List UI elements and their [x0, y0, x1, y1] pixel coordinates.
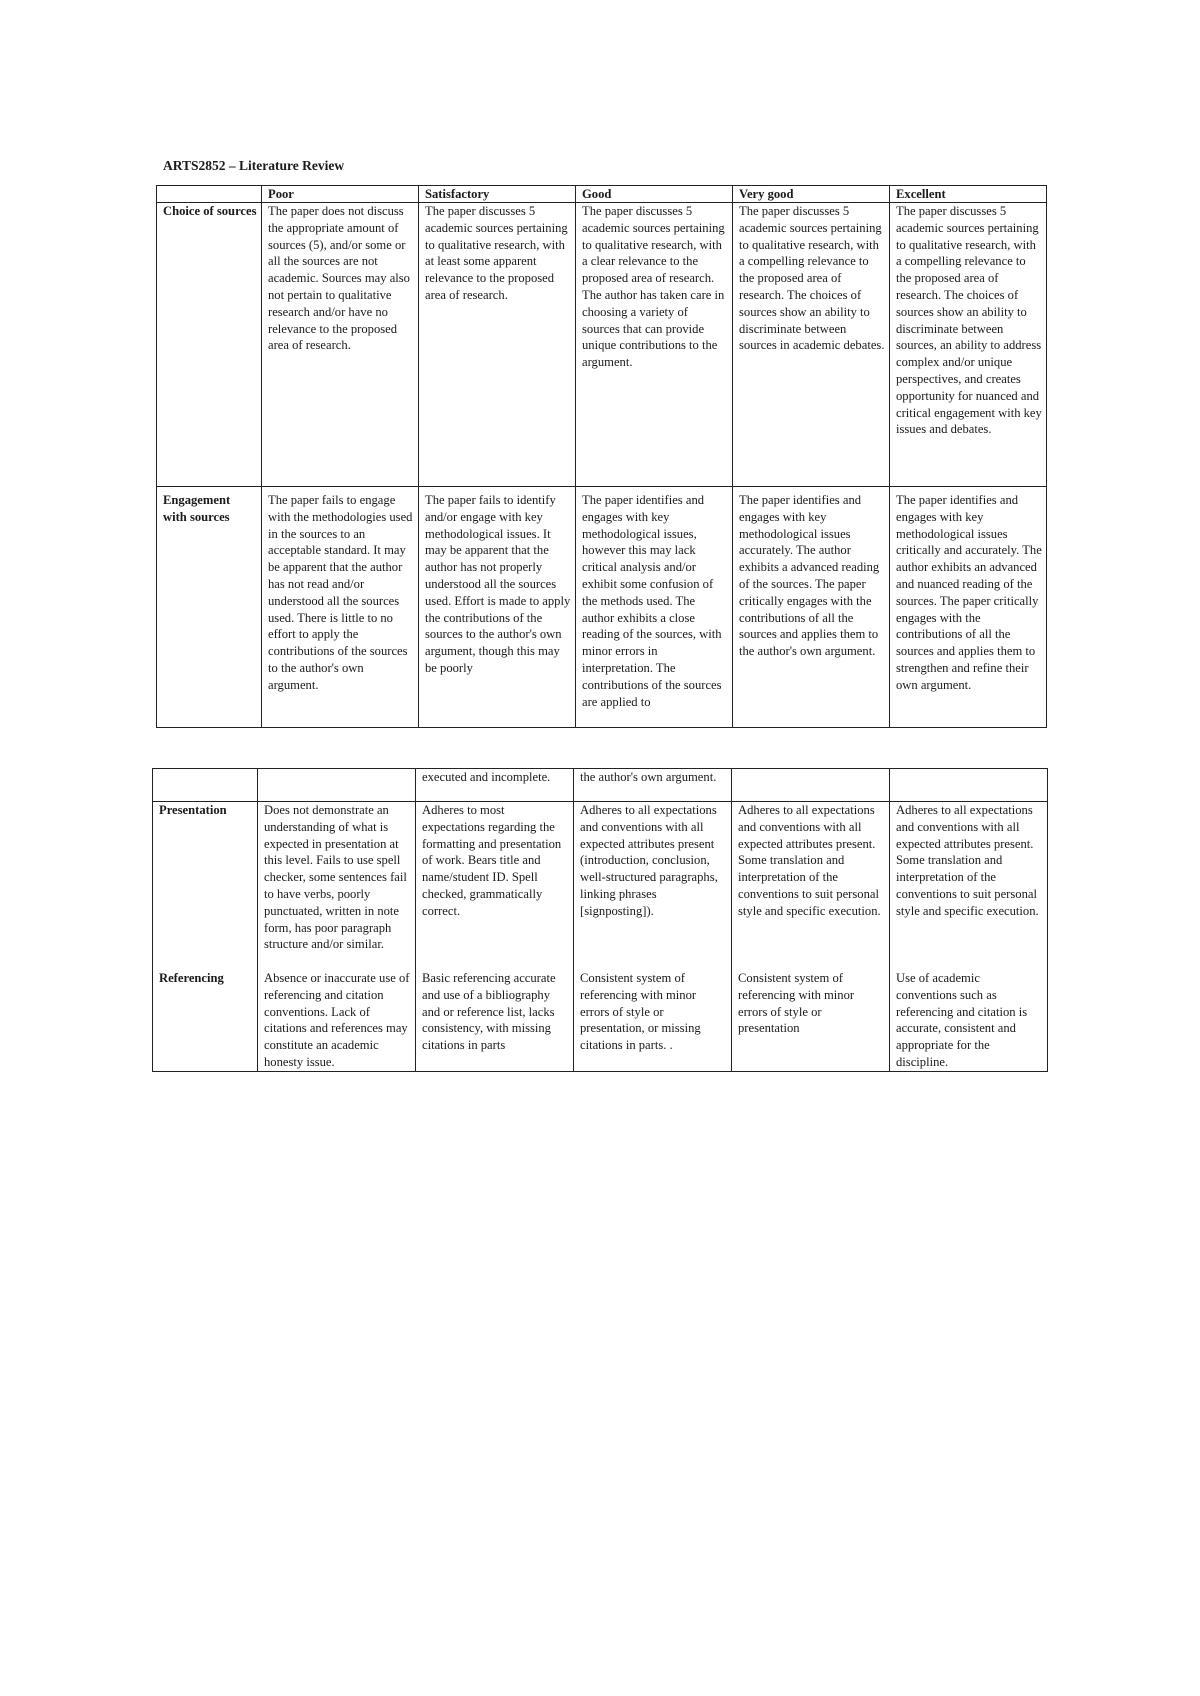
referencing-poor: Absence or inaccurate use of referencing and citation conventions. Lack of citations and references may constitute an academic honesty issue. [264, 971, 410, 1069]
referencing-good: Consistent system of referencing with minor errors of style or presentation, or missing citations in parts. . [580, 971, 701, 1053]
criteria-cell [153, 802, 258, 1072]
header-satisfactory: Satisfactory [419, 186, 576, 203]
referencing-excellent: Use of academic conventions such as referencing and citation is accurate, consistent and appropriate for the discipline. [896, 971, 1028, 1069]
cont-cell-poor [258, 769, 416, 802]
cell-satisfactory [416, 802, 574, 1072]
table-row [153, 802, 1048, 1072]
cell-very-good: The paper identifies and engages with key methodological issues accurately. The author exhibits a advanced reading of the sources. The paper critically engages with the contributions of all the sources and applies them to the author's own argument. [733, 487, 890, 728]
continuation-row [153, 769, 1048, 802]
cell-satisfactory: The paper discusses 5 academic sources pertaining to qualitative research, with at least some apparent relevance to the proposed area of research. [419, 203, 576, 487]
referencing-very-good: Consistent system of referencing with minor errors of style or presentation [738, 971, 855, 1036]
header-very-good: Very good [733, 186, 890, 203]
cell-poor: The paper fails to engage with the methodologies used in the sources to an acceptable standard. It may be apparent that the author has not read and/or understood all the sources used. There is little to no effort to apply the contributions of the sources to the author's own argument. [262, 487, 419, 728]
presentation-good: Adheres to all expectations and conventions with all expected attributes present (introduction, conclusion, well-structured paragraphs, linking phrases [signposting]). [580, 803, 718, 918]
cell-poor [258, 802, 416, 1072]
presentation-poor: Does not demonstrate an understanding of what is expected in presentation at this level. Fails to use spell checker, some sentences fail to have verbs, poorly punctuated, written in note form, has poor paragraph structure and/or similar. [264, 803, 407, 952]
cont-cell-good: the author's own argument. [574, 769, 732, 802]
cell-good: The paper identifies and engages with key methodological issues, however this may lack critical analysis and/or exhibit some confusion of the methods used. The author exhibits a close reading of the sources, with minor errors in interpretation. The contributions of the sources are applied to [576, 487, 733, 728]
cell-very-good: The paper discusses 5 academic sources pertaining to qualitative research, with a compelling relevance to the proposed area of research. The choices of sources show an ability to discriminate between sources in academic debates. [733, 203, 890, 487]
header-excellent: Excellent [890, 186, 1047, 203]
header-poor: Poor [262, 186, 419, 203]
document-title: ARTS2852 – Literature Review [163, 158, 345, 173]
referencing-satisfactory: Basic referencing accurate and use of a bibliography and or reference list, lacks consistency, with missing citations in parts [422, 971, 556, 1053]
criterion-presentation: Presentation [159, 803, 227, 817]
rubric-table-page-1 [156, 185, 1047, 728]
cont-cell-criterion [153, 769, 258, 802]
table-row [157, 487, 1047, 728]
cont-cell-very-good [732, 769, 890, 802]
cell-satisfactory: The paper fails to identify and/or engage with key methodological issues. It may be apparent that the author has not properly understood all the sources used. Effort is made to apply the contributions of the sources to the author's own argument, though this may be poorly [419, 487, 576, 728]
criterion-referencing: Referencing [159, 971, 224, 985]
cell-excellent: The paper identifies and engages with key methodological issues critically and accurately. The author exhibits an advanced and nuanced reading of the sources. The paper critically engages with the contributions of all the sources and applies them to strengthen and refine their own argument. [890, 487, 1047, 728]
cell-good [574, 802, 732, 1072]
cont-cell-excellent [890, 769, 1048, 802]
cell-excellent [890, 802, 1048, 1072]
cell-good: The paper discusses 5 academic sources pertaining to qualitative research, with a clear relevance to the proposed area of research. The author has taken care in choosing a variety of sources that can provide unique contributions to the argument. [576, 203, 733, 487]
criterion-choice-of-sources: Choice of sources [157, 203, 262, 487]
header-criterion [157, 186, 262, 203]
header-row [157, 186, 1047, 203]
cell-poor: The paper does not discuss the appropriate amount of sources (5), and/or some or all the sources are not academic. Sources may also not pertain to qualitative research and/or have no relevance to the proposed area of research. [262, 203, 419, 487]
header-good: Good [576, 186, 733, 203]
cont-cell-satisfactory: executed and incomplete. [416, 769, 574, 802]
cell-very-good [732, 802, 890, 1072]
presentation-satisfactory: Adheres to most expectations regarding the formatting and presentation of work. Bears title and name/student ID. Spell checked, grammatically correct. [422, 803, 562, 918]
criterion-engagement-with-sources: Engagement with sources [157, 487, 262, 728]
presentation-excellent: Adheres to all expectations and conventions with all expected attributes present. Some translation and interpretation of the conventions to suit personal style and specific execution. [896, 803, 1039, 918]
rubric-table-page-2 [152, 768, 1048, 1072]
table-row [157, 203, 1047, 487]
cell-excellent: The paper discusses 5 academic sources pertaining to qualitative research, with a compelling relevance to the proposed area of research. The choices of sources show an ability to discriminate between sources, an ability to address complex and/or unique perspectives, and creates opportunity for nuanced and critical engagement with key issues and debates. [890, 203, 1047, 487]
presentation-very-good: Adheres to all expectations and conventions with all expected attributes present. Some translation and interpretation of the conventions to suit personal style and specific execution. [738, 803, 881, 918]
